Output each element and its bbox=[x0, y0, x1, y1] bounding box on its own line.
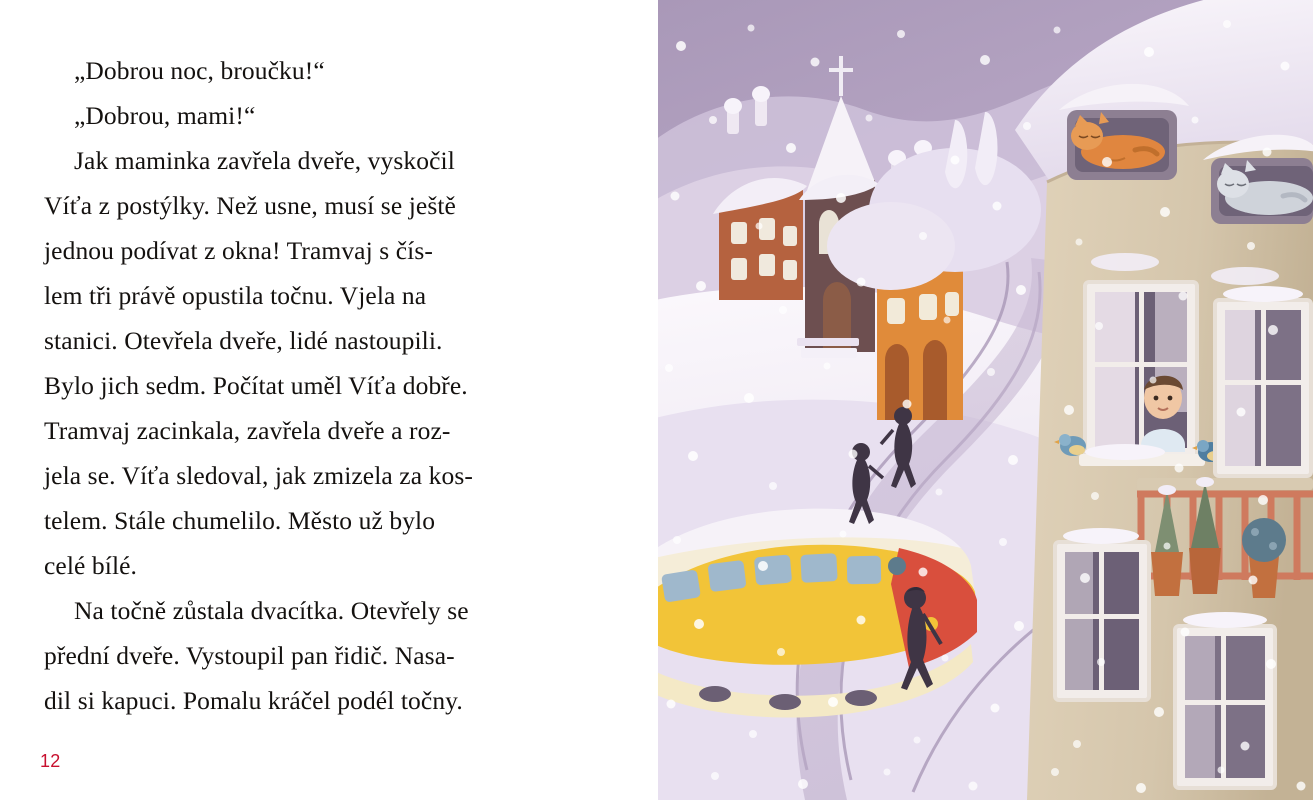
story-text bbox=[44, 48, 595, 723]
paragraph-3 bbox=[44, 138, 595, 588]
main-house bbox=[1015, 0, 1313, 800]
line-8: Bylo jich sedm. Počítat uměl Víťa dobře. bbox=[44, 371, 468, 400]
line-15: dil si kapuci. Pomalu kráčel podél točny. bbox=[44, 686, 463, 715]
line-9: Tramvaj zacinkala, zavřela dveře a roz- bbox=[44, 416, 451, 445]
line-4: Víťa z postýlky. Než usne, musí se ještě bbox=[44, 191, 456, 220]
winter-city-illustration bbox=[655, 0, 1313, 800]
line-7: stanici. Otevřela dveře, lidé nastoupili. bbox=[44, 326, 443, 355]
line-12: celé bílé. bbox=[44, 551, 138, 580]
line-6: lem tři právě opustila točnu. Vjela na bbox=[44, 281, 427, 310]
line-1: „Dobrou noc, broučku!“ bbox=[74, 56, 325, 85]
dormer-left bbox=[1059, 84, 1189, 180]
illustration-page bbox=[655, 0, 1313, 800]
paragraph-4 bbox=[44, 588, 595, 723]
line-5: jednou podívat z okna! Tramvaj s čís- bbox=[44, 236, 433, 265]
page-gutter bbox=[655, 0, 658, 800]
line-14: přední dveře. Vystoupil pan řidič. Nasa- bbox=[44, 641, 455, 670]
paragraph-2 bbox=[44, 93, 595, 138]
text-page bbox=[0, 0, 655, 800]
line-13: Na točně zůstala dvacítka. Otevřely se bbox=[74, 596, 469, 625]
window-lower-right bbox=[1175, 612, 1275, 788]
line-11: telem. Stále chumelilo. Město už bylo bbox=[44, 506, 436, 535]
paragraph-1 bbox=[44, 48, 595, 93]
line-10: jela se. Víťa sledoval, jak zmizela za kos- bbox=[44, 461, 473, 490]
line-2: „Dobrou, mami!“ bbox=[74, 101, 256, 130]
page-number: 12 bbox=[40, 751, 61, 771]
window-upper-right bbox=[1215, 286, 1311, 476]
illustration-svg bbox=[655, 0, 1313, 800]
window-lower-left bbox=[1055, 528, 1149, 700]
line-3: Jak maminka zavřela dveře, vyskočil bbox=[74, 146, 455, 175]
